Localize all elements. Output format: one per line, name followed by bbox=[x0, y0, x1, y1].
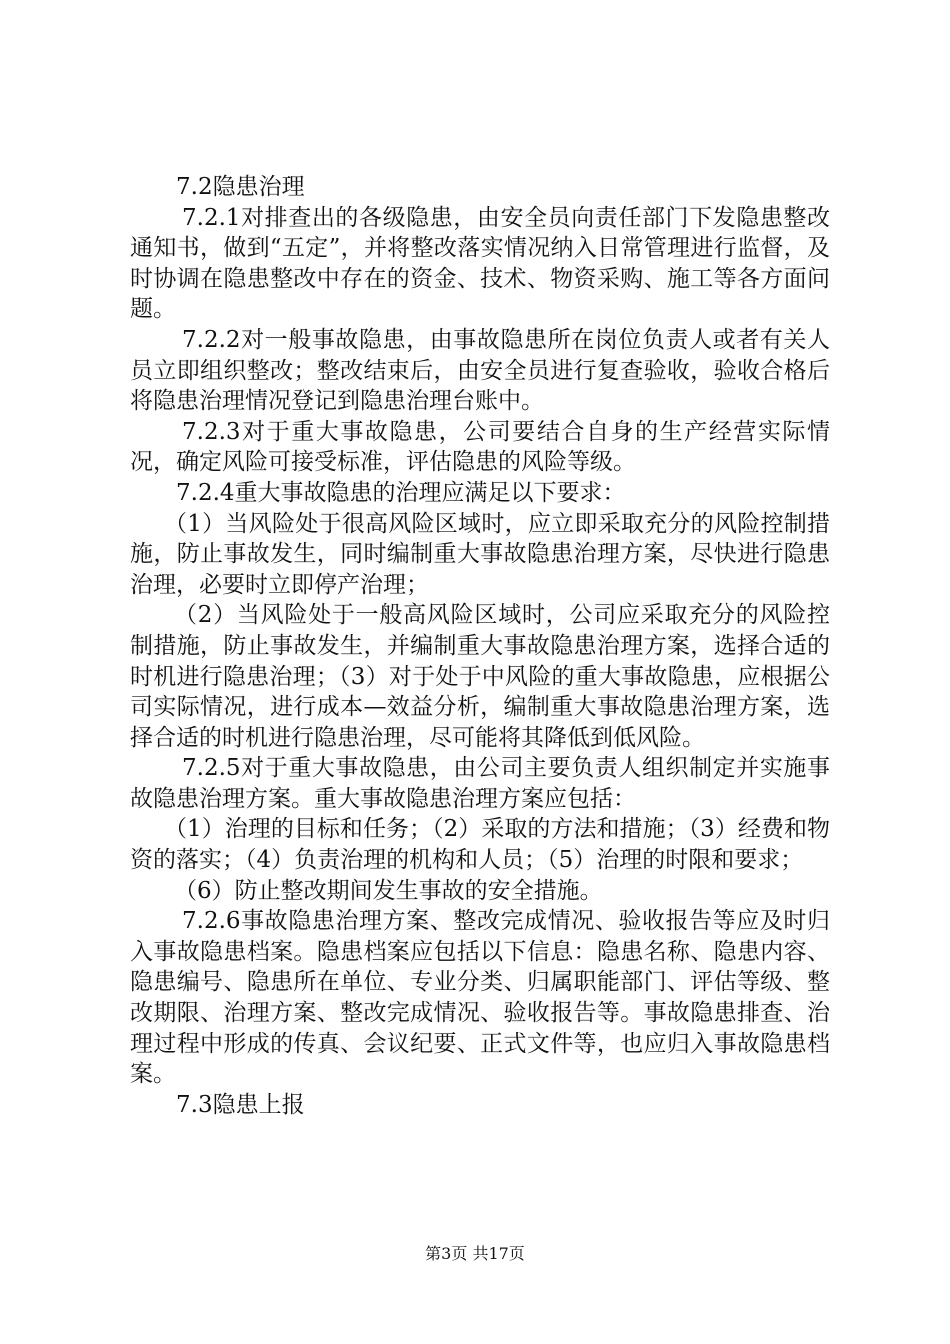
paragraph-7-2-3: 7.2.3对于重大事故隐患，公司要结合自身的生产经营实际情况，确定风险可接受标准，评估隐患的风险等级。 bbox=[130, 418, 830, 476]
plan-contents-list: （1）治理的目标和任务；（2）采取的方法和措施；（3）经费和物资的落实；（4）负责治理的机构和人员；（5）治理的时限和要求； bbox=[130, 816, 830, 874]
section-heading-7-2: 7.2隐患治理 bbox=[176, 174, 305, 200]
list-item-1-high-risk: （1）当风险处于很高风险区域时，应立即采取充分的风险控制措施，防止事故发生，同时编制重大事故隐患治理方案，尽快进行隐患治理，必要时立即停产治理； bbox=[130, 510, 830, 598]
paragraph-7-2-5: 7.2.5对于重大事故隐患，由公司主要负责人组织制定并实施事故隐患治理方案。重大事故隐患治理方案应包括： bbox=[130, 755, 830, 812]
paragraph-7-2-2: 7.2.2对一般事故隐患，由事故隐患所在岗位负责人或者有关人员立即组织整改；整改结束后，由安全员进行复查验收，验收合格后将隐患治理情况登记到隐患治理台账中。 bbox=[130, 326, 830, 415]
paragraph-7-2-4: 7.2.4重大事故隐患的治理应满足以下要求： bbox=[176, 479, 626, 506]
paragraph-7-2-6: 7.2.6事故隐患治理方案、整改完成情况、验收报告等应及时归入事故隐患档案。隐患档案应包括以下信息：隐患名称、隐患内容、隐患编号、隐患所在单位、专业分类、归属职能部门、评估等级、整改期限、治理方案、整改完成情况、验收报告等。事故隐患排查、治理过程中形成的传真、会议纪要、正式文件等，也应归入事故隐患档案。 bbox=[130, 908, 830, 1088]
document-body bbox=[130, 172, 830, 1120]
list-item-2-general-risk: （2）当风险处于一般高风险区域时，公司应采取充分的风险控制措施，防止事故发生，并编制重大事故隐患治理方案，选择合适的时机进行隐患治理；（3）对于处于中风险的重大事故隐患，应根据公司实际情况，进行成本—效益分析，编制重大事故隐患治理方案，选择合适的时机进行隐患治理，尽可能将其降低到低风险。 bbox=[130, 602, 830, 751]
plan-contents-item-6: （6）防止整改期间发生事故的安全措施。 bbox=[174, 877, 603, 904]
page-number-label: 第3页 共17页 bbox=[425, 1244, 525, 1263]
page-footer bbox=[0, 1244, 950, 1264]
section-heading-7-3: 7.3隐患上报 bbox=[176, 1091, 305, 1118]
paragraph-7-2-1: 7.2.1对排查出的各级隐患，由安全员向责任部门下发隐患整改通知书，做到“五定”，并将整改落实情况纳入日常管理进行监督，及时协调在隐患整改中存在的资金、技术、物资采购、施工等各方面问题。 bbox=[130, 204, 830, 323]
